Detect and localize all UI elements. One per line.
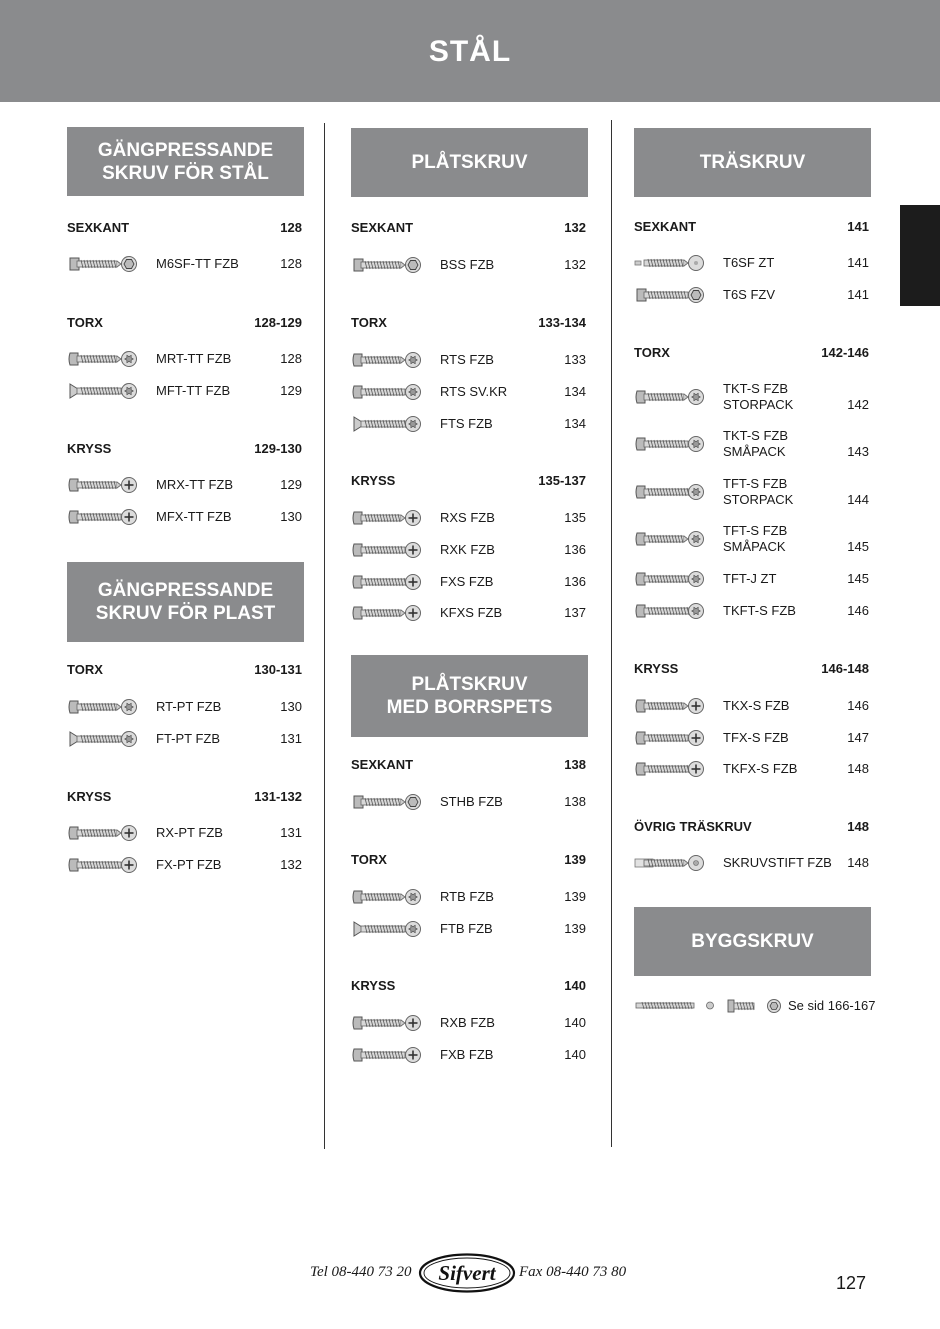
footer-fax: Fax 08-440 73 80: [519, 1264, 627, 1280]
product-name: TFT-J ZT: [723, 571, 777, 586]
category-heading: [634, 907, 871, 976]
product-row[interactable]: [67, 472, 304, 498]
subsection-pages: 128: [280, 220, 302, 235]
product-row[interactable]: [351, 884, 588, 910]
column-divider: [611, 120, 612, 1147]
subsection-pages: 138: [564, 757, 586, 772]
product-row[interactable]: [351, 1042, 588, 1068]
subsection-name: SEXKANT: [351, 220, 414, 235]
subsection-name: SEXKANT: [351, 757, 414, 772]
subsection-pages: 139: [564, 852, 586, 867]
footer-phone: Tel 08-440 73 20: [310, 1264, 412, 1280]
product-name: TFX-S FZB: [723, 730, 789, 745]
product-row[interactable]: [634, 566, 871, 592]
product-name: RTB FZB: [440, 889, 494, 904]
product-page: 131: [280, 731, 302, 746]
product-page: 146: [847, 698, 869, 713]
product-page: 146: [847, 603, 869, 618]
product-name: RXS FZB: [440, 510, 495, 525]
subsection-pages: 148: [847, 819, 869, 834]
subsection-pages: 132: [564, 220, 586, 235]
product-row[interactable]: [351, 569, 588, 595]
product-page: 139: [564, 921, 586, 936]
product-name: KFXS FZB: [440, 605, 503, 620]
product-row[interactable]: [351, 600, 588, 626]
product-page: 136: [564, 542, 586, 557]
subsection-name: ÖVRIG TRÄSKRUV: [634, 819, 752, 834]
subsection-name: KRYSS: [67, 441, 112, 456]
product-page: 140: [564, 1047, 586, 1062]
product-row[interactable]: [351, 1010, 588, 1036]
product-row[interactable]: [634, 476, 871, 507]
category-heading-line: MED BORRSPETS: [386, 697, 553, 718]
product-page: 143: [847, 444, 869, 459]
product-name: FT-PT FZB: [156, 731, 221, 746]
product-page: 130: [280, 509, 302, 524]
page-number: 127: [836, 1273, 867, 1293]
subsection-name: TORX: [634, 345, 670, 360]
product-page: 138: [564, 794, 586, 809]
product-name: RTS SV.KR: [440, 384, 508, 399]
column-divider: [324, 123, 325, 1149]
subsection-pages: 130-131: [254, 662, 302, 677]
product-page: 140: [564, 1015, 586, 1030]
product-page: 130: [280, 699, 302, 714]
subsection-name: KRYSS: [351, 473, 396, 488]
product-page: 135: [564, 510, 586, 525]
category-heading: [351, 655, 588, 737]
section-tab-marker: [900, 205, 940, 306]
product-name: RTS FZB: [440, 352, 494, 367]
product-page: 144: [847, 492, 869, 507]
product-name: MFX-TT FZB: [156, 509, 232, 524]
page-title: STÅL: [428, 35, 512, 68]
product-name: TKFT-S FZB: [723, 603, 796, 618]
product-name: FXB FZB: [440, 1047, 494, 1062]
category-heading: [67, 562, 304, 642]
product-name: RX-PT FZB: [156, 825, 223, 840]
product-page: 132: [564, 257, 586, 272]
subsection-pages: 141: [847, 219, 869, 234]
product-row[interactable]: [634, 756, 871, 782]
category-heading-line: BYGGSKRUV: [691, 931, 814, 952]
product-page: 141: [847, 255, 869, 270]
category-heading-line: SKRUV FÖR PLAST: [95, 603, 276, 624]
product-name: RT-PT FZB: [156, 699, 222, 714]
subsection-name: KRYSS: [67, 789, 112, 804]
product-row[interactable]: [634, 282, 871, 308]
product-page: 148: [847, 855, 869, 870]
category-heading: [634, 128, 871, 197]
product-page: 128: [280, 256, 302, 271]
subsection-name: TORX: [67, 315, 103, 330]
subsection-pages: 133-134: [538, 315, 586, 330]
product-row[interactable]: [351, 252, 588, 278]
product-page: 134: [564, 384, 586, 399]
product-page: 133: [564, 352, 586, 367]
subsection-name: SEXKANT: [634, 219, 697, 234]
product-page: 145: [847, 571, 869, 586]
product-name: MRT-TT FZB: [156, 351, 232, 366]
product-row[interactable]: [67, 820, 304, 846]
subsection-pages: 131-132: [254, 789, 302, 804]
product-row[interactable]: [351, 537, 588, 563]
category-heading: [351, 128, 588, 197]
product-name: FTB FZB: [440, 921, 493, 936]
product-name: STHB FZB: [440, 794, 503, 809]
subsection-pages: 128-129: [254, 315, 302, 330]
product-row[interactable]: [67, 378, 304, 404]
category-heading: [67, 127, 304, 196]
product-name: TKX-S FZB: [723, 698, 790, 713]
product-row[interactable]: [634, 250, 871, 276]
byggskruv-row[interactable]: [634, 993, 874, 1019]
product-row[interactable]: [351, 789, 588, 815]
product-name: TKT-S FZB SMÅPACK: [723, 428, 788, 459]
product-name: T6SF ZT: [723, 255, 775, 270]
product-row[interactable]: [351, 379, 588, 405]
page-header-bar: [0, 0, 940, 102]
product-page: 136: [564, 574, 586, 589]
product-row[interactable]: [634, 428, 871, 459]
product-row[interactable]: [634, 598, 871, 624]
product-row[interactable]: [351, 347, 588, 373]
subsection-name: SEXKANT: [67, 220, 130, 235]
subsection-pages: 146-148: [821, 661, 869, 676]
product-row[interactable]: [634, 725, 871, 751]
subsection-name: KRYSS: [634, 661, 679, 676]
product-page: 134: [564, 416, 586, 431]
product-row[interactable]: [67, 251, 304, 277]
subsection-name: TORX: [351, 315, 387, 330]
product-page: 131: [280, 825, 302, 840]
svg-text:Sifvert: Sifvert: [438, 1261, 496, 1285]
product-page: 129: [280, 383, 302, 398]
product-name: TFT-S FZB SMÅPACK: [723, 523, 788, 554]
product-row[interactable]: [67, 852, 304, 878]
page-footer: [0, 1253, 940, 1293]
subsection-pages: 140: [564, 978, 586, 993]
product-name: T6S FZV: [723, 287, 776, 302]
category-heading-line: TRÄSKRUV: [699, 152, 806, 173]
product-name: RXB FZB: [440, 1015, 495, 1030]
subsection-name: TORX: [351, 852, 387, 867]
product-row[interactable]: [634, 693, 871, 719]
product-row[interactable]: [634, 850, 871, 876]
product-row[interactable]: [67, 694, 304, 720]
subsection-pages: 135-137: [538, 473, 586, 488]
product-row[interactable]: [351, 411, 588, 437]
product-name: TKFX-S FZB: [723, 761, 798, 776]
category-heading-line: PLÅTSKRUV: [411, 152, 528, 173]
product-name: TFT-S FZB STORPACK: [723, 476, 794, 507]
product-page: 142: [847, 397, 869, 412]
product-name: RXK FZB: [440, 542, 495, 557]
product-row[interactable]: [634, 381, 871, 412]
product-page: 137: [564, 605, 586, 620]
category-heading-line: GÄNGPRESSANDE: [97, 580, 274, 601]
product-name: FXS FZB: [440, 574, 494, 589]
product-page: 145: [847, 539, 869, 554]
product-row[interactable]: [67, 346, 304, 372]
product-name: SKRUVSTIFT FZB: [723, 855, 832, 870]
product-row[interactable]: [351, 916, 588, 942]
product-page: 148: [847, 761, 869, 776]
product-page: 132: [280, 857, 302, 872]
subsection-name: TORX: [67, 662, 103, 677]
product-page: 139: [564, 889, 586, 904]
category-heading-line: GÄNGPRESSANDE: [97, 139, 274, 161]
product-page: 129: [280, 477, 302, 492]
subsection-pages: 142-146: [821, 345, 869, 360]
see-page-note: Se sid 166-167: [788, 998, 876, 1013]
product-row[interactable]: [351, 505, 588, 531]
product-row[interactable]: [67, 726, 304, 752]
subsection-name: KRYSS: [351, 978, 396, 993]
category-heading-line: SKRUV FÖR STÅL: [102, 162, 269, 184]
product-name: BSS FZB: [440, 257, 495, 272]
product-name: M6SF-TT FZB: [156, 256, 239, 271]
product-name: MFT-TT FZB: [156, 383, 231, 398]
product-page: 147: [847, 730, 869, 745]
product-name: FX-PT FZB: [156, 857, 222, 872]
category-heading-line: PLÅTSKRUV: [411, 674, 528, 695]
subsection-pages: 129-130: [254, 441, 302, 456]
product-name: TKT-S FZB STORPACK: [723, 381, 794, 412]
sifvert-logo: [418, 1253, 516, 1293]
product-name: FTS FZB: [440, 416, 493, 431]
product-page: 141: [847, 287, 869, 302]
product-name: MRX-TT FZB: [156, 477, 234, 492]
product-row[interactable]: [634, 523, 871, 554]
product-page: 128: [280, 351, 302, 366]
product-row[interactable]: [67, 504, 304, 530]
